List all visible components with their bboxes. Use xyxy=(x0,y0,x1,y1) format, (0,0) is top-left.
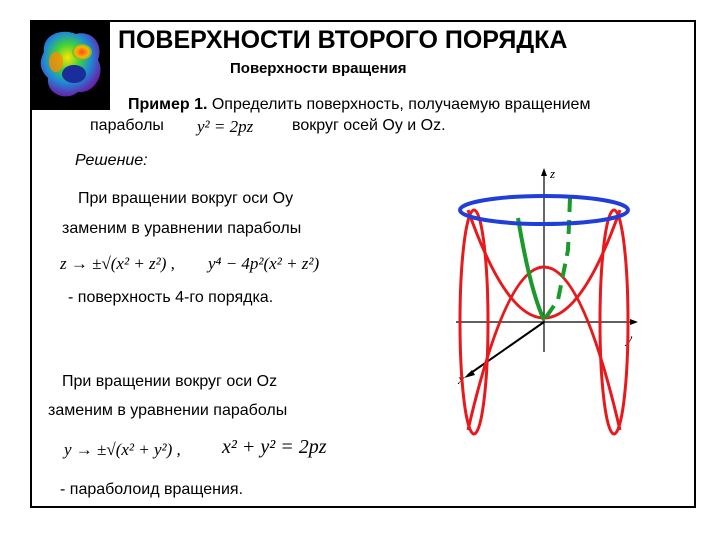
example-line-2-end: вокруг осей Oy и Oz. xyxy=(292,117,446,134)
example-label: Пример 1. xyxy=(128,96,208,113)
example-line-2-start: параболы xyxy=(90,117,164,134)
z-axis-arrow xyxy=(541,168,547,176)
solution-label: Решение: xyxy=(75,152,148,169)
x-axis-label: x xyxy=(458,373,465,388)
page-subtitle: Поверхности вращения xyxy=(230,60,407,77)
parabola-equation: y² = 2pz xyxy=(197,117,254,136)
example-text: Определить поверхность, получаемую вращением xyxy=(211,96,591,113)
y-axis-arrow xyxy=(630,319,638,325)
oy-substitution: z → ±√(x² + z²) , xyxy=(60,254,175,273)
z-axis-label: z xyxy=(550,166,556,181)
oz-line-2: заменим в уравнении параболы xyxy=(48,402,288,419)
rotation-surface-figure xyxy=(440,160,660,440)
oz-result-equation: x² + y² = 2pz xyxy=(222,436,327,458)
oz-line-1: При вращении вокруг оси Oz xyxy=(62,373,278,390)
oy-line-1: При вращении вокруг оси Oy xyxy=(78,190,294,207)
original-parabola xyxy=(518,218,544,320)
y-axis-label: y xyxy=(626,332,633,347)
oz-conclusion: - параболоид вращения. xyxy=(60,481,244,498)
page-title: ПОВЕРХНОСТИ ВТОРОГО ПОРЯДКА xyxy=(118,26,568,54)
x-axis xyxy=(468,322,544,375)
surface-logo xyxy=(32,22,110,110)
oy-line-2: заменим в уравнении параболы xyxy=(62,220,302,237)
original-parabola-branch xyxy=(544,198,570,320)
oy-conclusion: - поверхность 4-го порядка. xyxy=(68,289,274,306)
example-line-1 xyxy=(128,96,590,114)
oz-substitution: y → ±√(x² + y²) , xyxy=(64,440,181,459)
oy-result-equation: y⁴ − 4p²(x² + z²) xyxy=(208,254,320,273)
